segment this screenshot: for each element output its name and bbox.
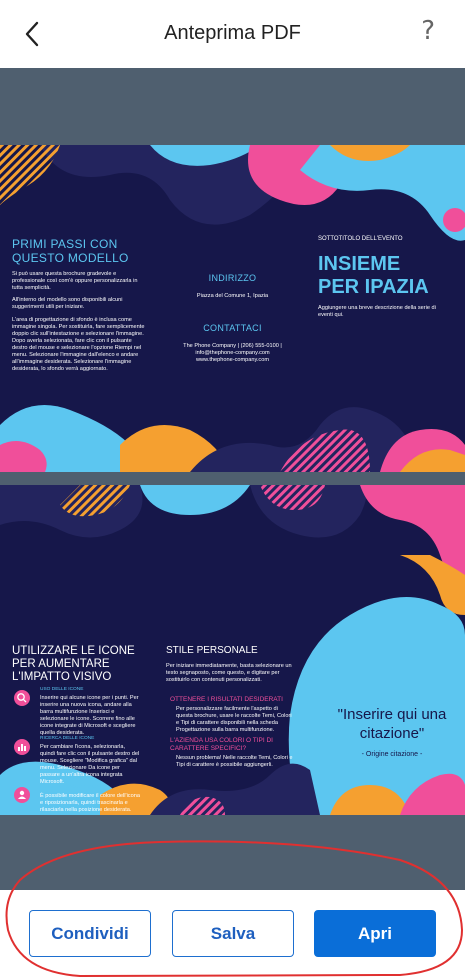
bullet-1-title: OTTENERE I RISULTATI DESIDERATI [170,696,283,703]
p1-left-paragraph-1: Si può usare questa brochure gradevole e professionale così com'è oppure personalizzarla in tutta semplicità. [12,271,138,291]
page-title: Anteprima PDF [164,22,301,44]
item-2-text: Per cambiare l'icona, selezionarla, quindi fare clic con il pulsante destro del mouse. Scegliere "Modifica grafica" dal menu. Selezionare Da icone per passare a un'altra icona integrata Microsoft. [40,744,140,785]
event-description: Aggiungere una breve descrizione della serie di eventi qui. [318,305,436,318]
bullet-2-title: L'AZIENDA USA COLORI O TIPI DI CARATTERE SPECIFICI? [170,737,273,752]
item-3-label: ICONE DI FORMATTAZIONE [40,785,103,790]
person-icon [14,787,30,803]
pdf-viewer[interactable] [0,68,465,890]
item-1-text: Inserire qui alcune icone per i punti. Per inserire una nuova icona, andare alla barra multifunzione Inserisci e selezionare le icone. Scorrere fino alle icone integrate di Microsoft e scegliere quella desiderata. [40,695,139,736]
bullet-1-text: Per personalizzare facilmente l'aspetto di questa brochure, usare le raccolte Temi, Colori e Tipi di carattere disponibili nella scheda Progettazione sulla barra multifunzione. [176,706,292,733]
quote-source: - Origine citazione - [361,751,423,758]
pdf-page-1 [0,145,465,472]
event-title-line-2: PER IPAZIA [318,276,429,298]
contacts-heading: CONTATTACI [203,323,262,333]
event-title-line-1: INSIEME [318,253,401,275]
pdf-page-2 [0,485,465,815]
event-subtitle: SOTTOTITOLO DELL'EVENTO [318,236,403,242]
p1-left-paragraph-3: L'area di progettazione di sfondo è inclusa come immagine singola. Per sostituirla, fare semplicemente doppio clic sull'intestazione e selezionare l'immagine. Dopo averla selezionata, fare clic con il pulsante destro del mouse e selezionare l'opzione Riempi nel menu. Selezionare l'immagine dall'elenco e andare all'immagine desiderata. Selezionare l'immagine desiderata, lo sfondo verrà aggiornato. [12,317,145,372]
contacts-line-1: The Phone Company | (206) 555-0100 | [183,343,282,349]
p2-mid-intro: Per iniziare immediatamente, basta selezionare un testo segnaposto, come questo, e digitare per sostituirlo con contenuti personalizzati. [166,663,292,683]
save-button[interactable]: Salva [172,910,294,957]
p2-mid-heading: STILE PERSONALE [166,645,258,656]
action-bar [0,890,465,977]
contacts-line-2: info@thephone-company.com [195,350,270,356]
open-button[interactable]: Apri [314,910,436,957]
contacts-line-3: www.thephone-company.com [196,357,269,363]
p1-left-heading: PRIMI PASSI CON QUESTO MODELLO [12,237,129,265]
item-2-label: RICERCA DELLE ICONE [40,736,95,741]
quote-text: "Inserire qui una citazione" [337,706,447,742]
bar-chart-icon [14,739,30,755]
bullet-2-text: Nessun problema! Nelle raccolte Temi, Colori e Tipi di carattere è possibile aggiungerli. [176,755,293,768]
top-bar [0,0,465,68]
item-3-text: È possibile modificare il colore dell'icona e riposizionarla, quindi trascinarla e rilasciarla nella posizione desiderata. [40,793,140,813]
address-heading: INDIRIZZO [208,273,257,283]
item-1-label: USO DELLE ICONE [40,687,84,692]
p1-left-paragraph-2: All'interno del modello sono disponibili alcuni suggerimenti utili per iniziare. [12,297,123,310]
address-text: Piazza del Comune 1, Ipazia [196,293,269,299]
p2-left-heading: UTILIZZARE LE ICONE PER AUMENTARE L'IMPATTO VISIVO [12,645,135,683]
magnifier-icon [14,690,30,706]
help-button[interactable]: ? [421,16,435,46]
share-button[interactable]: Condividi [29,910,151,957]
